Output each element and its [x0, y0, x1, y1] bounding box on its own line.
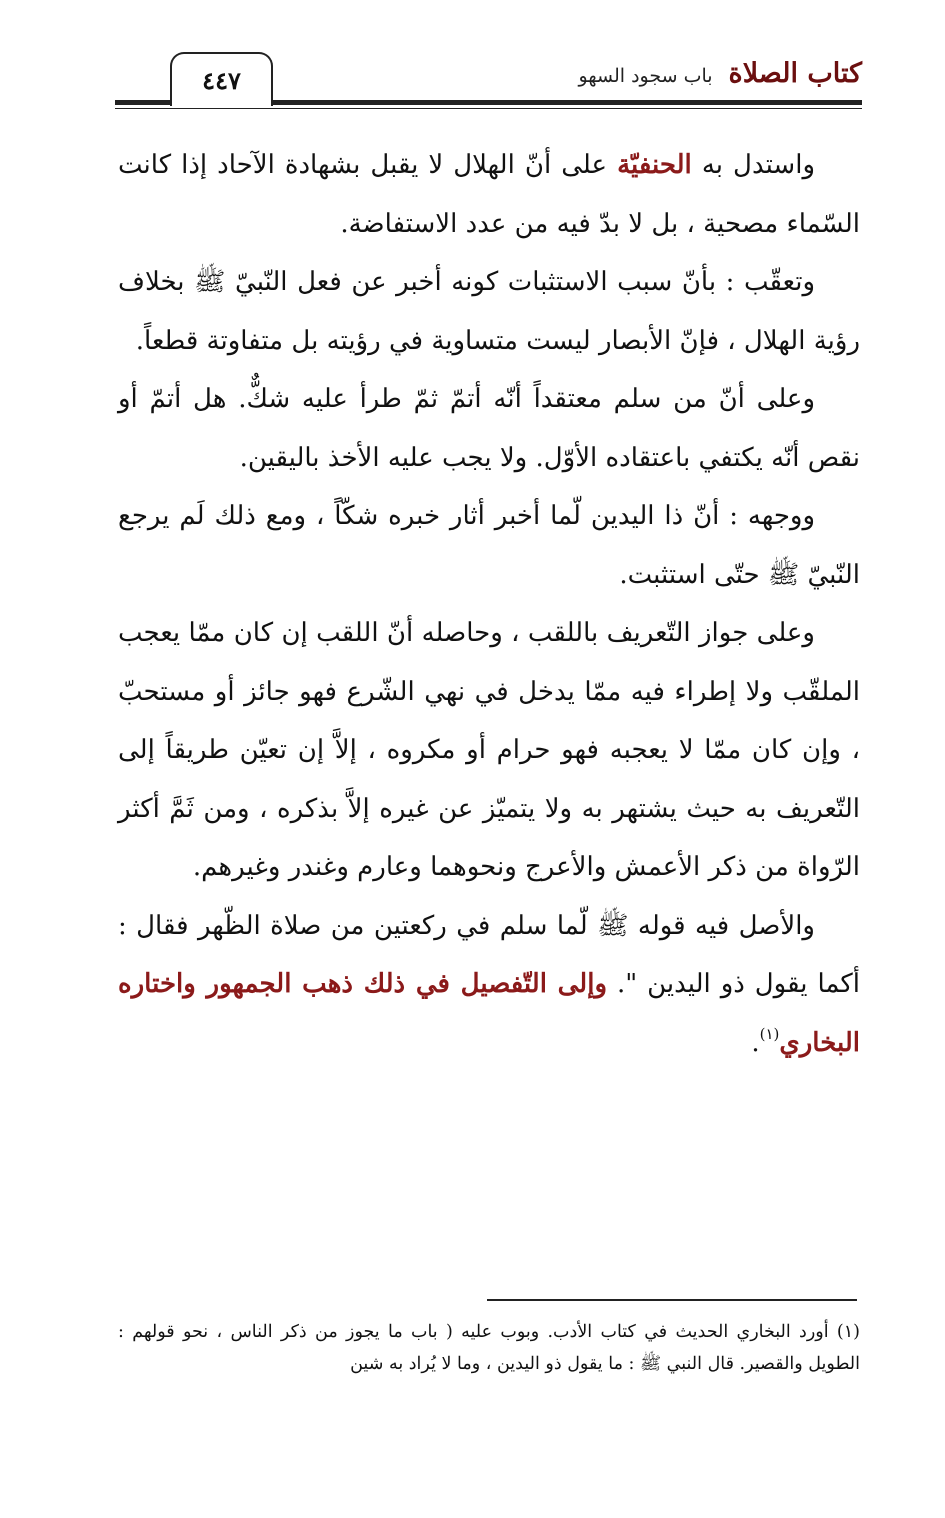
footnote-divider [487, 1299, 857, 1301]
footnote-ref[interactable]: (١) [759, 1024, 780, 1043]
main-text [118, 136, 860, 1072]
paragraph-hanafi [118, 136, 860, 253]
page-number-box [170, 52, 273, 106]
footnotes [118, 1316, 860, 1380]
header-titles [578, 58, 862, 89]
header-rule-thin [115, 108, 862, 109]
paragraph-objection: وتعقّب : بأنّ سبب الاستثبات كونه أخبر عن فعل النّبيّ ﷺ بخلاف رؤية الهلال ، فإنّ الأبصار ليست متساوية في رؤيته بل متفاوتة قطعاً. [118, 267, 860, 356]
paragraph-text: والأصل فيه قوله ﷺ لّما سلم في ركعتين من صلاة الظّهر فقال : أكما يقول ذو اليدين ". [118, 910, 860, 999]
highlight-bukhari: وإلى التّفصيل في ذلك ذهب الجمهور واختاره البخاري [118, 969, 860, 1058]
paragraph-nickname: وعلى جواز التّعريف باللقب ، وحاصله أنّ اللقب إن كان ممّا يعجب الملقّب ولا إطراء فيه ممّا يدخل في نهي الشّرع فهو جائز أو مستحبّ ، وإن كان ممّا لا يعجبه فهو حرام أو مكروه ، إلاَّ إن تعيّن طريقاً إلى التّعريف به حيث يشتهر به ولا يتميّز عن غيره إلاَّ بذكره ، ومن ثَمَّ أكثر الرّواة من ذكر الأعمش والأعرج ونحوهما وعارم وغندر وغيرهم. [118, 618, 860, 882]
book-title: كتاب الصلاة [728, 58, 862, 89]
paragraph-origin [118, 897, 860, 1073]
paragraph-text: واستدل به [691, 150, 815, 180]
page-number: ٤٤٧ [202, 65, 241, 95]
highlight-hanafiyya: الحنفيّة [617, 150, 692, 180]
paragraph-text: . [751, 1027, 760, 1058]
paragraph-text: على أنّ الهلال لا يقبل بشهادة الآحاد إذا كانت السّماء مصحية ، بل لا بدّ فيه من عدد الاستفاضة. [118, 150, 860, 239]
paragraph-doubt: وعلى أنّ من سلم معتقداً أنّه أتمّ ثمّ طرأ عليه شكٌّ. هل أتمّ أو نقص أنّه يكتفي باعتقاده الأوّل. ولا يجب عليه الأخذ باليقين. [118, 384, 860, 473]
chapter-title: باب سجود السهو [578, 65, 713, 87]
paragraph-reason: ووجهه : أنّ ذا اليدين لّما أخبر أثار خبره شكّاً ، ومع ذلك لَم يرجع النّبيّ ﷺ حتّى استثبت. [118, 501, 860, 590]
page-header [115, 52, 862, 112]
footnote-1: (١) أورد البخاري الحديث في كتاب الأدب. وبوب عليه ( باب ما يجوز من ذكر الناس ، نحو قولهم : الطويل والقصير. قال النبي ﷺ : ما يقول ذو اليدين ، وما لا يُراد به شين [118, 1322, 860, 1374]
